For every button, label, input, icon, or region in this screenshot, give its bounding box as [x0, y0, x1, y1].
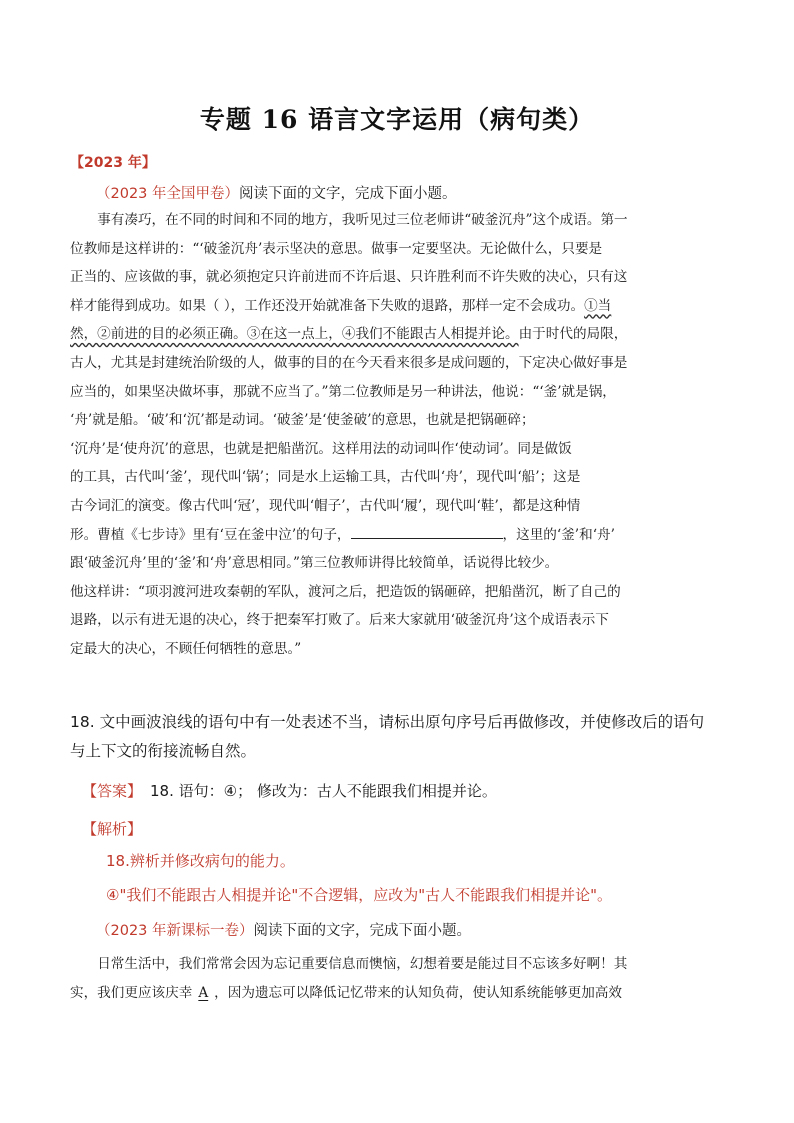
- passage-line-text: ，因为遗忘可以降低记忆带来的认知负荷，使认知系统能够更加高效: [214, 984, 622, 1001]
- passage-line: [70, 979, 730, 1008]
- passage-line: 古人，尤其是封建统治阶级的人，做事的目的在今天看来很多是成问题的，下定决心做好事是: [70, 354, 628, 371]
- wavy-sentence-part2: 然，②前进的目的必须正确。③在这一点上，④我们不能跟古人相提并论。: [70, 326, 519, 343]
- analysis-line-2: ④"我们不能跟古人相提并论"不合逻辑，应改为"古人不能跟我们相提并论"。: [106, 886, 613, 904]
- passage-1: [70, 206, 730, 664]
- section2-instruction: 阅读下面的文字，完成下面小题。: [253, 923, 472, 939]
- passage-line: 他这样讲：“项羽渡河进攻秦朝的军队，渡河之后，把造饭的锅砸碎，把船凿沉，断了自己的: [70, 583, 621, 600]
- section2-source: （2023 年新课标一卷）: [96, 923, 254, 939]
- answer-text: 18. 语句：④； 修改为：古人不能跟我们相提并论。: [150, 782, 497, 800]
- passage-line-text: 形。曹植《七步诗》里有‘豆在釜中泣’的句子，: [70, 526, 351, 543]
- question-line: 18. 文中画波浪线的语句中有一处表述不当，请标出原句序号后再做修改，并使修改后的语句: [70, 713, 705, 731]
- analysis-tag: 【解析】: [82, 820, 143, 838]
- analysis-line-1: 18.辨析并修改病句的能力。: [106, 852, 295, 870]
- passage-line: 正当的、应该做的事，就必须抱定只许前进而不许后退、只许胜利而不许失败的决心，只有这: [70, 269, 628, 286]
- section1-intro: [96, 184, 457, 204]
- passage-line-text: 由于时代的局限，: [518, 326, 628, 343]
- passage-line: ‘沉舟’是‘使舟沉’的意思，也就是把船凿沉。这样用法的动词叫作‘使动词’。同是做饭: [70, 440, 572, 457]
- wavy-sentence-part1: ①当: [584, 297, 612, 314]
- passage-line: 事有凑巧，在不同的时间和不同的地方，我听见过三位老师讲“破釜沉舟”这个成语。第一: [97, 212, 628, 228]
- passage-line: [70, 521, 730, 550]
- passage-line: 的工具，古代叫‘釜’，现代叫‘锅’；同是水上运输工具，古代叫‘舟’，现代叫‘船’；这是: [70, 469, 581, 486]
- passage-line-text: 样才能得到成功。如果（ ），工作还没开始就准备下失败的退路，那样一定不会成功。: [70, 297, 585, 314]
- passage-line: [70, 292, 730, 321]
- answer-tag: 【答案】: [82, 782, 143, 800]
- passage-line-text: 实，我们更应该庆幸: [70, 984, 193, 1001]
- section1-instruction: 阅读下面的文字，完成下面小题。: [239, 186, 457, 202]
- passage-line: 日常生活中，我们常常会因为忘记重要信息而懊恼，幻想着要是能过目不忘该多好啊！其: [97, 956, 628, 972]
- section1-source: （2023 年全国甲卷）: [96, 186, 240, 202]
- answer-block: [82, 781, 497, 801]
- passage-line: 位教师是这样讲的：“‘破釜沉舟’表示坚决的意思。做事一定要坚决。无论做什么，只要是: [70, 240, 603, 257]
- passage-line-text: ，这里的‘釜’和‘舟’: [502, 526, 615, 543]
- section2-intro: [96, 921, 471, 941]
- fill-in-blank: [351, 522, 503, 539]
- passage-line: 退路，以示有进无退的决心，终于把秦军打败了。后来大家就用‘破釜沉舟’这个成语表示下: [70, 612, 609, 629]
- passage-line: ‘舟’就是船。‘破’和‘沉’都是动词。‘破釜’是‘使釜破’的意思，也就是把锅砸碎；: [70, 412, 535, 429]
- passage-line: [70, 320, 730, 349]
- passage-line: 跟‘破釜沉舟’里的‘釜’和‘舟’意思相同。”第三位教师讲得比较简单，话说得比较少。: [70, 555, 559, 572]
- year-tag: 【2023 年】: [70, 155, 156, 171]
- passage-line: 定最大的决心，不顾任何牺牲的意思。”: [70, 640, 302, 657]
- passage-line: 应当的，如果坚决做坏事，那就不应当了。”第二位教师是另一种讲法，他说：“‘釜’就是锅，: [70, 383, 616, 400]
- blank-a: A: [198, 984, 209, 1001]
- passage-line: 古今词汇的演变。像古代叫‘冠’，现代叫‘帽子’，古代叫‘履’，现代叫‘鞋’，都是这种情: [70, 497, 581, 514]
- page-title: 专题 16 语言文字运用（病句类）: [199, 105, 595, 134]
- question-line: 与上下文的衔接流畅自然。: [70, 742, 257, 760]
- passage-2: [70, 950, 730, 1007]
- question-18: [70, 708, 730, 766]
